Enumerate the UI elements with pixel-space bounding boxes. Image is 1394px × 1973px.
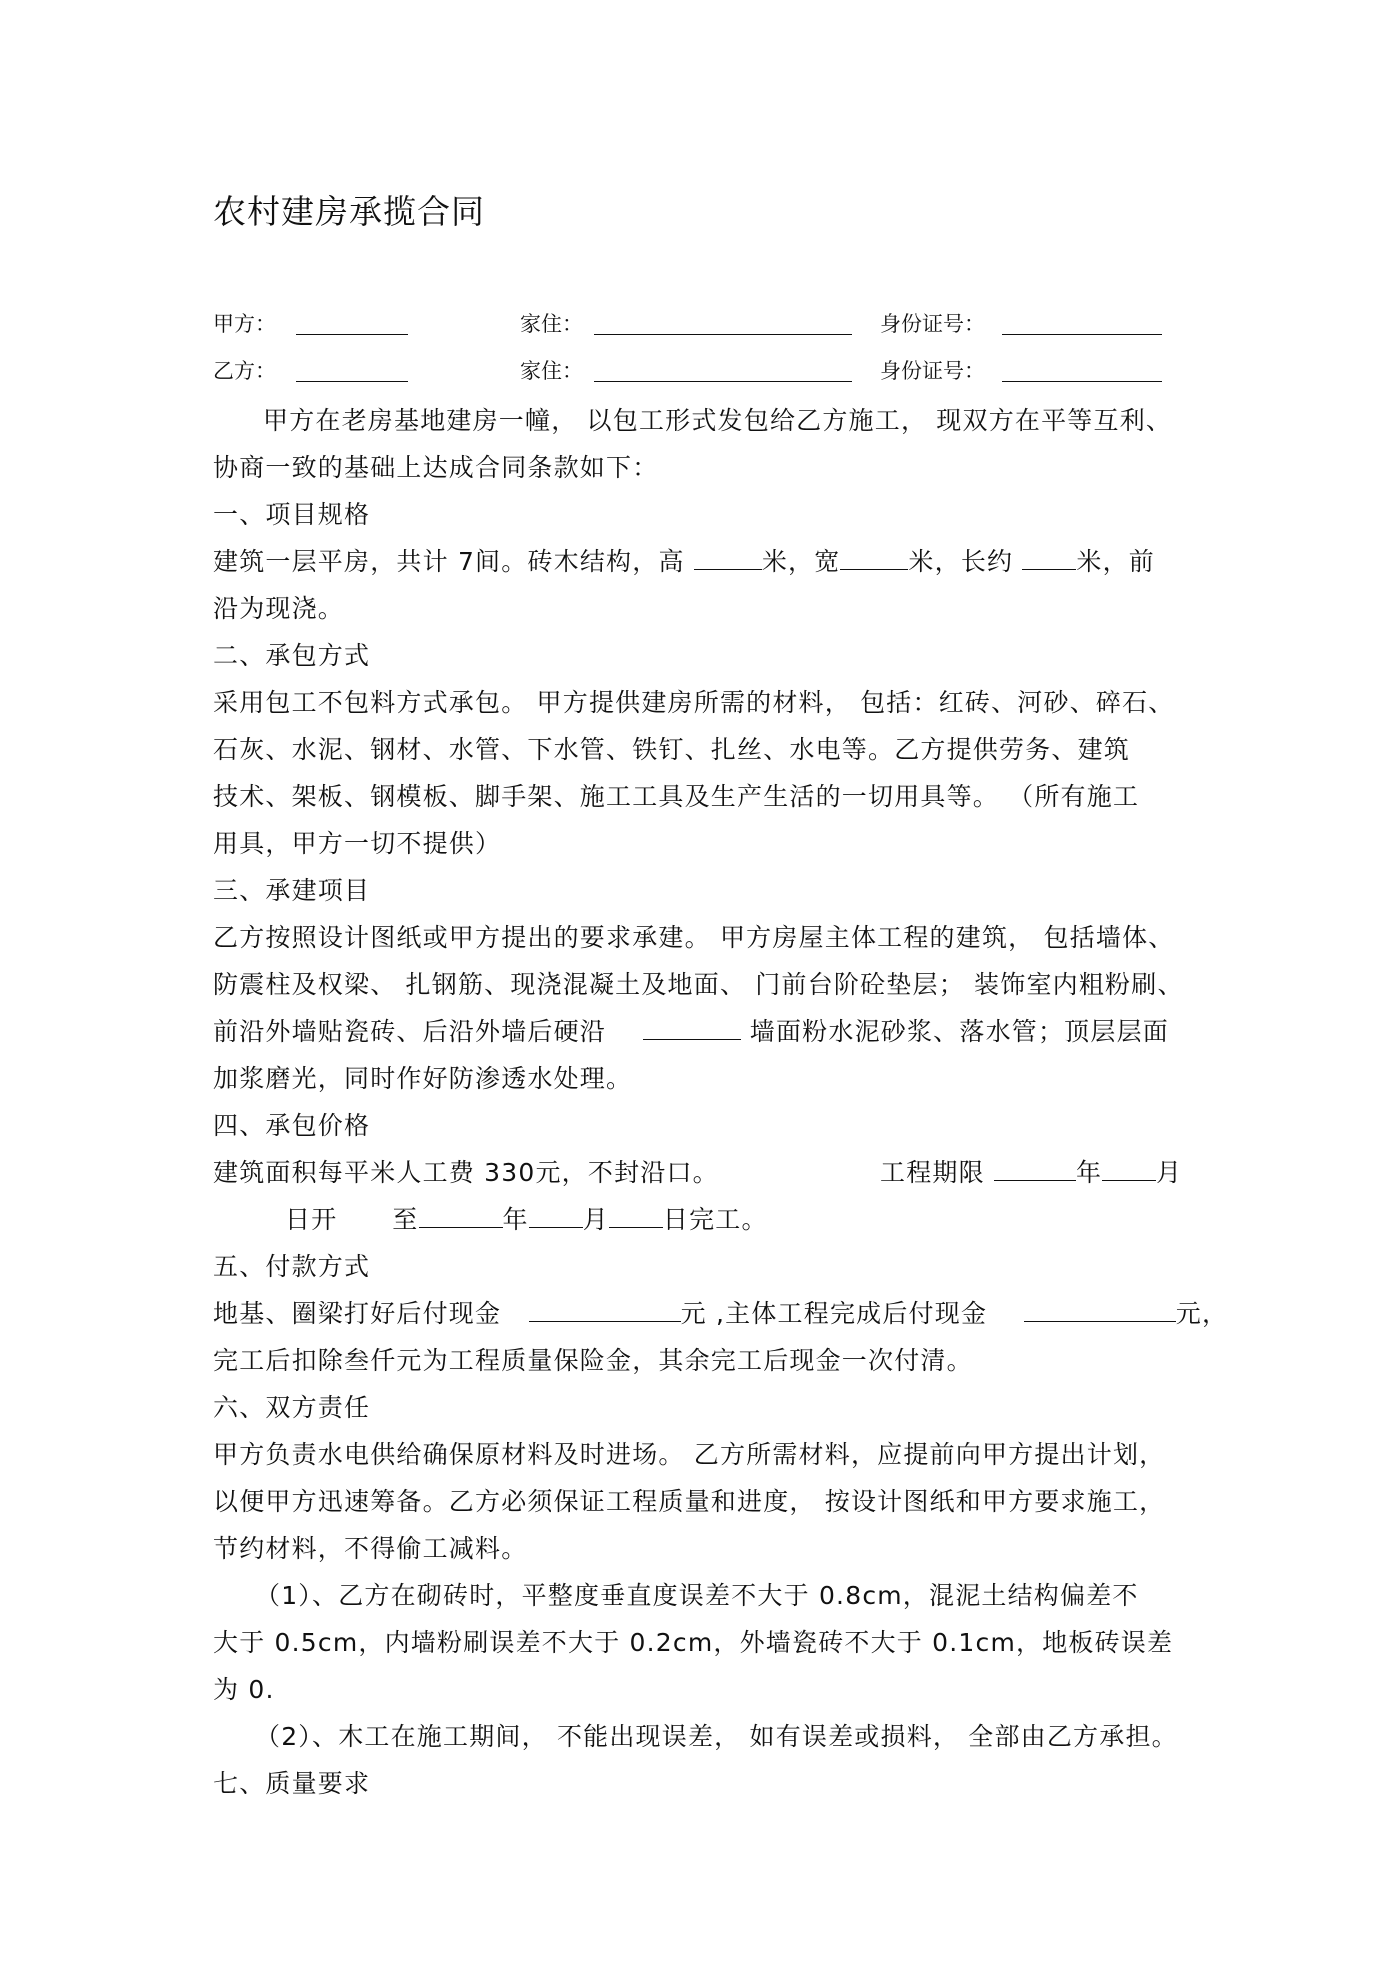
section-6-line-2: 以便甲方迅速筹备。乙方必须保证工程质量和进度， 按设计图纸和甲方要求施工，	[213, 1487, 1166, 1516]
clause-1-line-2: 大于 0.5cm，内墙粉刷误差不大于 0.2cm，外墙瓷砖不大于 0.1cm，地板砖误差	[213, 1628, 1174, 1657]
party-b-id-blank	[1002, 381, 1162, 382]
s4-period-label: 工程期限	[880, 1158, 985, 1187]
s1-meter-long: 米，长约	[908, 547, 1014, 576]
rear-eave-blank	[643, 1015, 741, 1040]
section-3-line-3	[213, 1012, 1169, 1048]
section-4-line-2	[285, 1200, 768, 1236]
document-title: 农村建房承揽合同	[213, 192, 485, 231]
section-1-heading: 一、项目规格	[213, 500, 371, 529]
section-1-line-1	[213, 542, 1155, 578]
s4-to: 至	[392, 1205, 419, 1234]
height-blank	[694, 545, 762, 570]
party-b-home-blank	[594, 381, 852, 382]
section-6-heading: 六、双方责任	[213, 1393, 371, 1422]
party-a-id-blank	[1002, 334, 1162, 335]
s1-meter-wide: 米，宽	[761, 547, 841, 576]
s4-month-2: 月	[582, 1205, 609, 1234]
clause-2: （2）、木工在施工期间， 不能出现误差， 如有误差或损料， 全部由乙方承担。	[255, 1722, 1178, 1751]
s1-meter-front: 米，前	[1076, 547, 1155, 576]
party-a-id-label: 身份证号：	[880, 312, 985, 336]
section-3-line-1: 乙方按照设计图纸或甲方提出的要求承建。 甲方房屋主体工程的建筑， 包括墙体、	[213, 923, 1175, 952]
s3-rear-eave-text: 前沿外墙贴瓷砖、后沿外墙后硬沿	[213, 1017, 607, 1046]
party-a-home-label: 家住：	[520, 312, 583, 336]
section-7-heading: 七、质量要求	[213, 1769, 371, 1798]
party-a-name-blank	[296, 334, 408, 335]
party-b-name-blank	[296, 381, 408, 382]
clause-1-line-1: （1）、乙方在砌砖时，平整度垂直度误差不大于 0.8cm，混泥土结构偏差不	[255, 1581, 1139, 1610]
length-blank	[1022, 545, 1076, 570]
section-4-heading: 四、承包价格	[213, 1111, 371, 1140]
s4-month-1: 月	[1156, 1158, 1183, 1187]
s1-spec-text: 建筑一层平房，共计 7间。砖木结构，高	[213, 547, 685, 576]
s4-day-start: 日开	[285, 1205, 338, 1234]
section-1-line-2: 沿为现浇。	[213, 594, 345, 623]
intro-line-1: 甲方在老房基地建房一幢， 以包工形式发包给乙方施工， 现双方在平等互利、	[263, 406, 1173, 435]
party-b-home-label: 家住：	[520, 359, 583, 383]
section-5-heading: 五、付款方式	[213, 1252, 371, 1281]
s5-yuan: 元，	[1175, 1299, 1229, 1328]
section-5-line-1	[213, 1294, 1228, 1330]
section-2-line-3: 技术、架板、钢模板、脚手架、施工工具及生产生活的一切用具等。 （所有施工	[213, 782, 1140, 811]
section-3-heading: 三、承建项目	[213, 876, 371, 905]
start-month-blank	[1102, 1156, 1156, 1181]
s4-year-2: 年	[502, 1205, 529, 1234]
s5-second-payment-text: 元 ,主体工程完成后付现金	[680, 1299, 988, 1328]
end-year-blank	[419, 1203, 503, 1228]
party-a-home-blank	[594, 334, 852, 335]
section-5-line-2: 完工后扣除叁仟元为工程质量保险金，其余完工后现金一次付清。	[213, 1346, 973, 1375]
end-day-blank	[609, 1203, 663, 1228]
section-2-line-1: 采用包工不包料方式承包。 甲方提供建房所需的材料， 包括：红砖、河砂、碎石、	[213, 688, 1175, 717]
s4-year-1: 年	[1075, 1158, 1103, 1187]
party-b-id-label: 身份证号：	[880, 359, 985, 383]
section-2-line-4: 用具，甲方一切不提供）	[213, 829, 502, 858]
section-6-line-3: 节约材料，不得偷工减料。	[213, 1534, 528, 1563]
first-payment-blank	[529, 1297, 681, 1322]
section-4-price-text: 建筑面积每平米人工费 330元，不封沿口。	[213, 1158, 719, 1187]
end-month-blank	[529, 1203, 583, 1228]
section-2-line-2: 石灰、水泥、钢材、水管、下水管、铁钉、扎丝、水电等。乙方提供劳务、建筑	[213, 735, 1131, 764]
party-b-label: 乙方：	[213, 359, 276, 383]
s4-day-end: 日完工。	[662, 1205, 768, 1234]
intro-line-2: 协商一致的基础上达成合同条款如下：	[213, 453, 659, 482]
s3-wall-text: 墙面粉水泥砂浆、落水管；顶层层面	[749, 1017, 1169, 1046]
section-3-line-2: 防震柱及权梁、 扎钢筋、现浇混凝土及地面、 门前台阶砼垫层； 装饰室内粗粉刷、	[213, 970, 1184, 999]
second-payment-blank	[1024, 1297, 1176, 1322]
width-blank	[840, 545, 908, 570]
s5-first-payment-text: 地基、圈梁打好后付现金	[213, 1299, 502, 1328]
section-6-line-1: 甲方负责水电供给确保原材料及时进场。 乙方所需材料，应提前向甲方提出计划，	[213, 1440, 1166, 1469]
section-4-period	[880, 1153, 1182, 1189]
party-a-label: 甲方：	[213, 312, 276, 336]
section-3-line-4: 加浆磨光，同时作好防渗透水处理。	[213, 1064, 633, 1093]
clause-1-line-3: 为 0.	[213, 1675, 275, 1704]
start-year-blank	[994, 1156, 1076, 1181]
section-2-heading: 二、承包方式	[213, 641, 371, 670]
